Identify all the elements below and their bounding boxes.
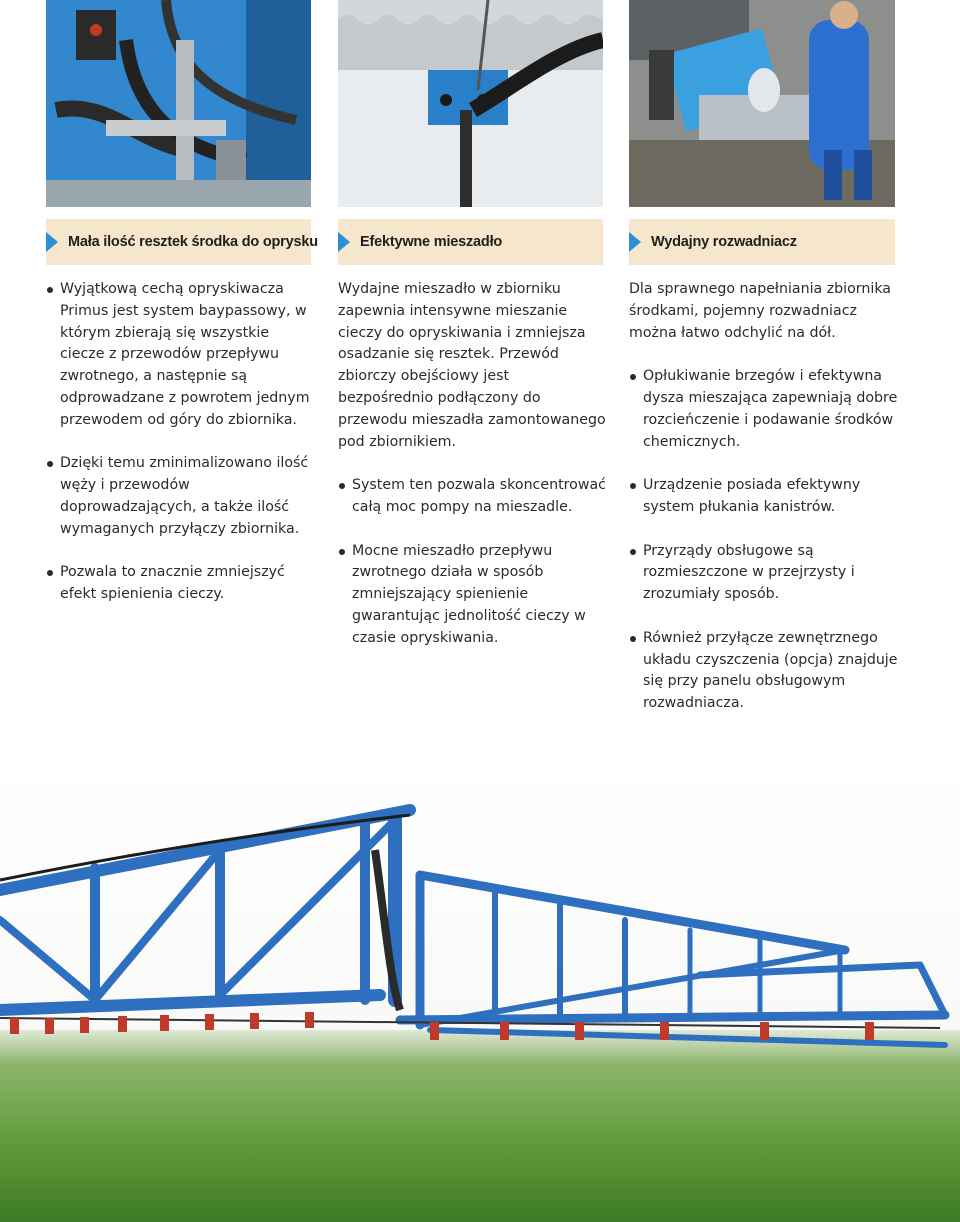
intro-paragraph: Dla sprawnego napełniania zbiornika środkami, pojemny rozwadniacz można łatwo odchylić na dół.	[629, 281, 891, 341]
bullet-item: Mocne mieszadło przepływu zwrotnego działa w sposób zmniejszający spienienie gwarantując jednolitość cieczy w czasie opryskiwania.	[338, 541, 606, 650]
bullet-item: Przyrządy obsługowe są rozmieszczone w przejrzysty i zrozumiały sposób.	[629, 541, 899, 606]
section-heading: Wydajny rozwadniacz	[651, 234, 797, 250]
bullet-item: Wyjątkową cechą opryskiwacza Primus jest system baypassowy, w którym zbierają się wszystkie ciecze z przewodów przepływu zwrotnego, a następnie są odprowadzane z powrotem jednym przewodem od góry do zbiornika.	[46, 279, 316, 432]
heading-band-residue	[46, 219, 318, 265]
bullet-item: Również przyłącze zewnętrznego układu czyszczenia (opcja) znajduje się przy panelu obsługowym rozwadniacza.	[629, 628, 899, 715]
section-heading: Mała ilość resztek środka do oprysku	[68, 234, 318, 250]
text-column-residue	[46, 279, 316, 628]
bullet-item: System ten pozwala skoncentrować całą moc pompy na mieszadle.	[338, 475, 606, 519]
sprayer-boom-photo	[0, 760, 960, 1222]
heading-band-inductor	[629, 219, 895, 265]
bullet-item: Dzięki temu zminimalizowano ilość węży i przewodów doprowadzających, a także ilość wymaganych przyłączy zbiornika.	[46, 453, 316, 540]
photo-tank-mixer	[338, 0, 603, 207]
arrow-right-icon	[629, 232, 641, 252]
photo-bypass-valves	[46, 0, 311, 207]
bullet-item: Urządzenie posiada efektywny system płukania kanistrów.	[629, 475, 899, 519]
bullet-item: Pozwala to znacznie zmniejszyć efekt spienienia cieczy.	[46, 562, 316, 606]
text-column-inductor	[629, 279, 899, 737]
heading-band-mixer	[338, 219, 603, 265]
bullet-item: Opłukiwanie brzegów i efektywna dysza mieszająca zapewniają dobre rozcieńczenie i podawanie środków chemicznych.	[629, 366, 899, 453]
arrow-right-icon	[46, 232, 58, 252]
arrow-right-icon	[338, 232, 350, 252]
section-heading: Efektywne mieszadło	[360, 234, 503, 250]
text-column-mixer	[338, 279, 606, 671]
photo-induction-hopper	[629, 0, 895, 207]
intro-paragraph: Wydajne mieszadło w zbiorniku zapewnia intensywne mieszanie cieczy do opryskiwania i zmniejsza osadzanie się resztek. Przewód zbiorczy obejściowy jest bezpośrednio podłączony do przewodu mieszadła zamontowanego pod zbiornikiem.	[338, 281, 606, 450]
